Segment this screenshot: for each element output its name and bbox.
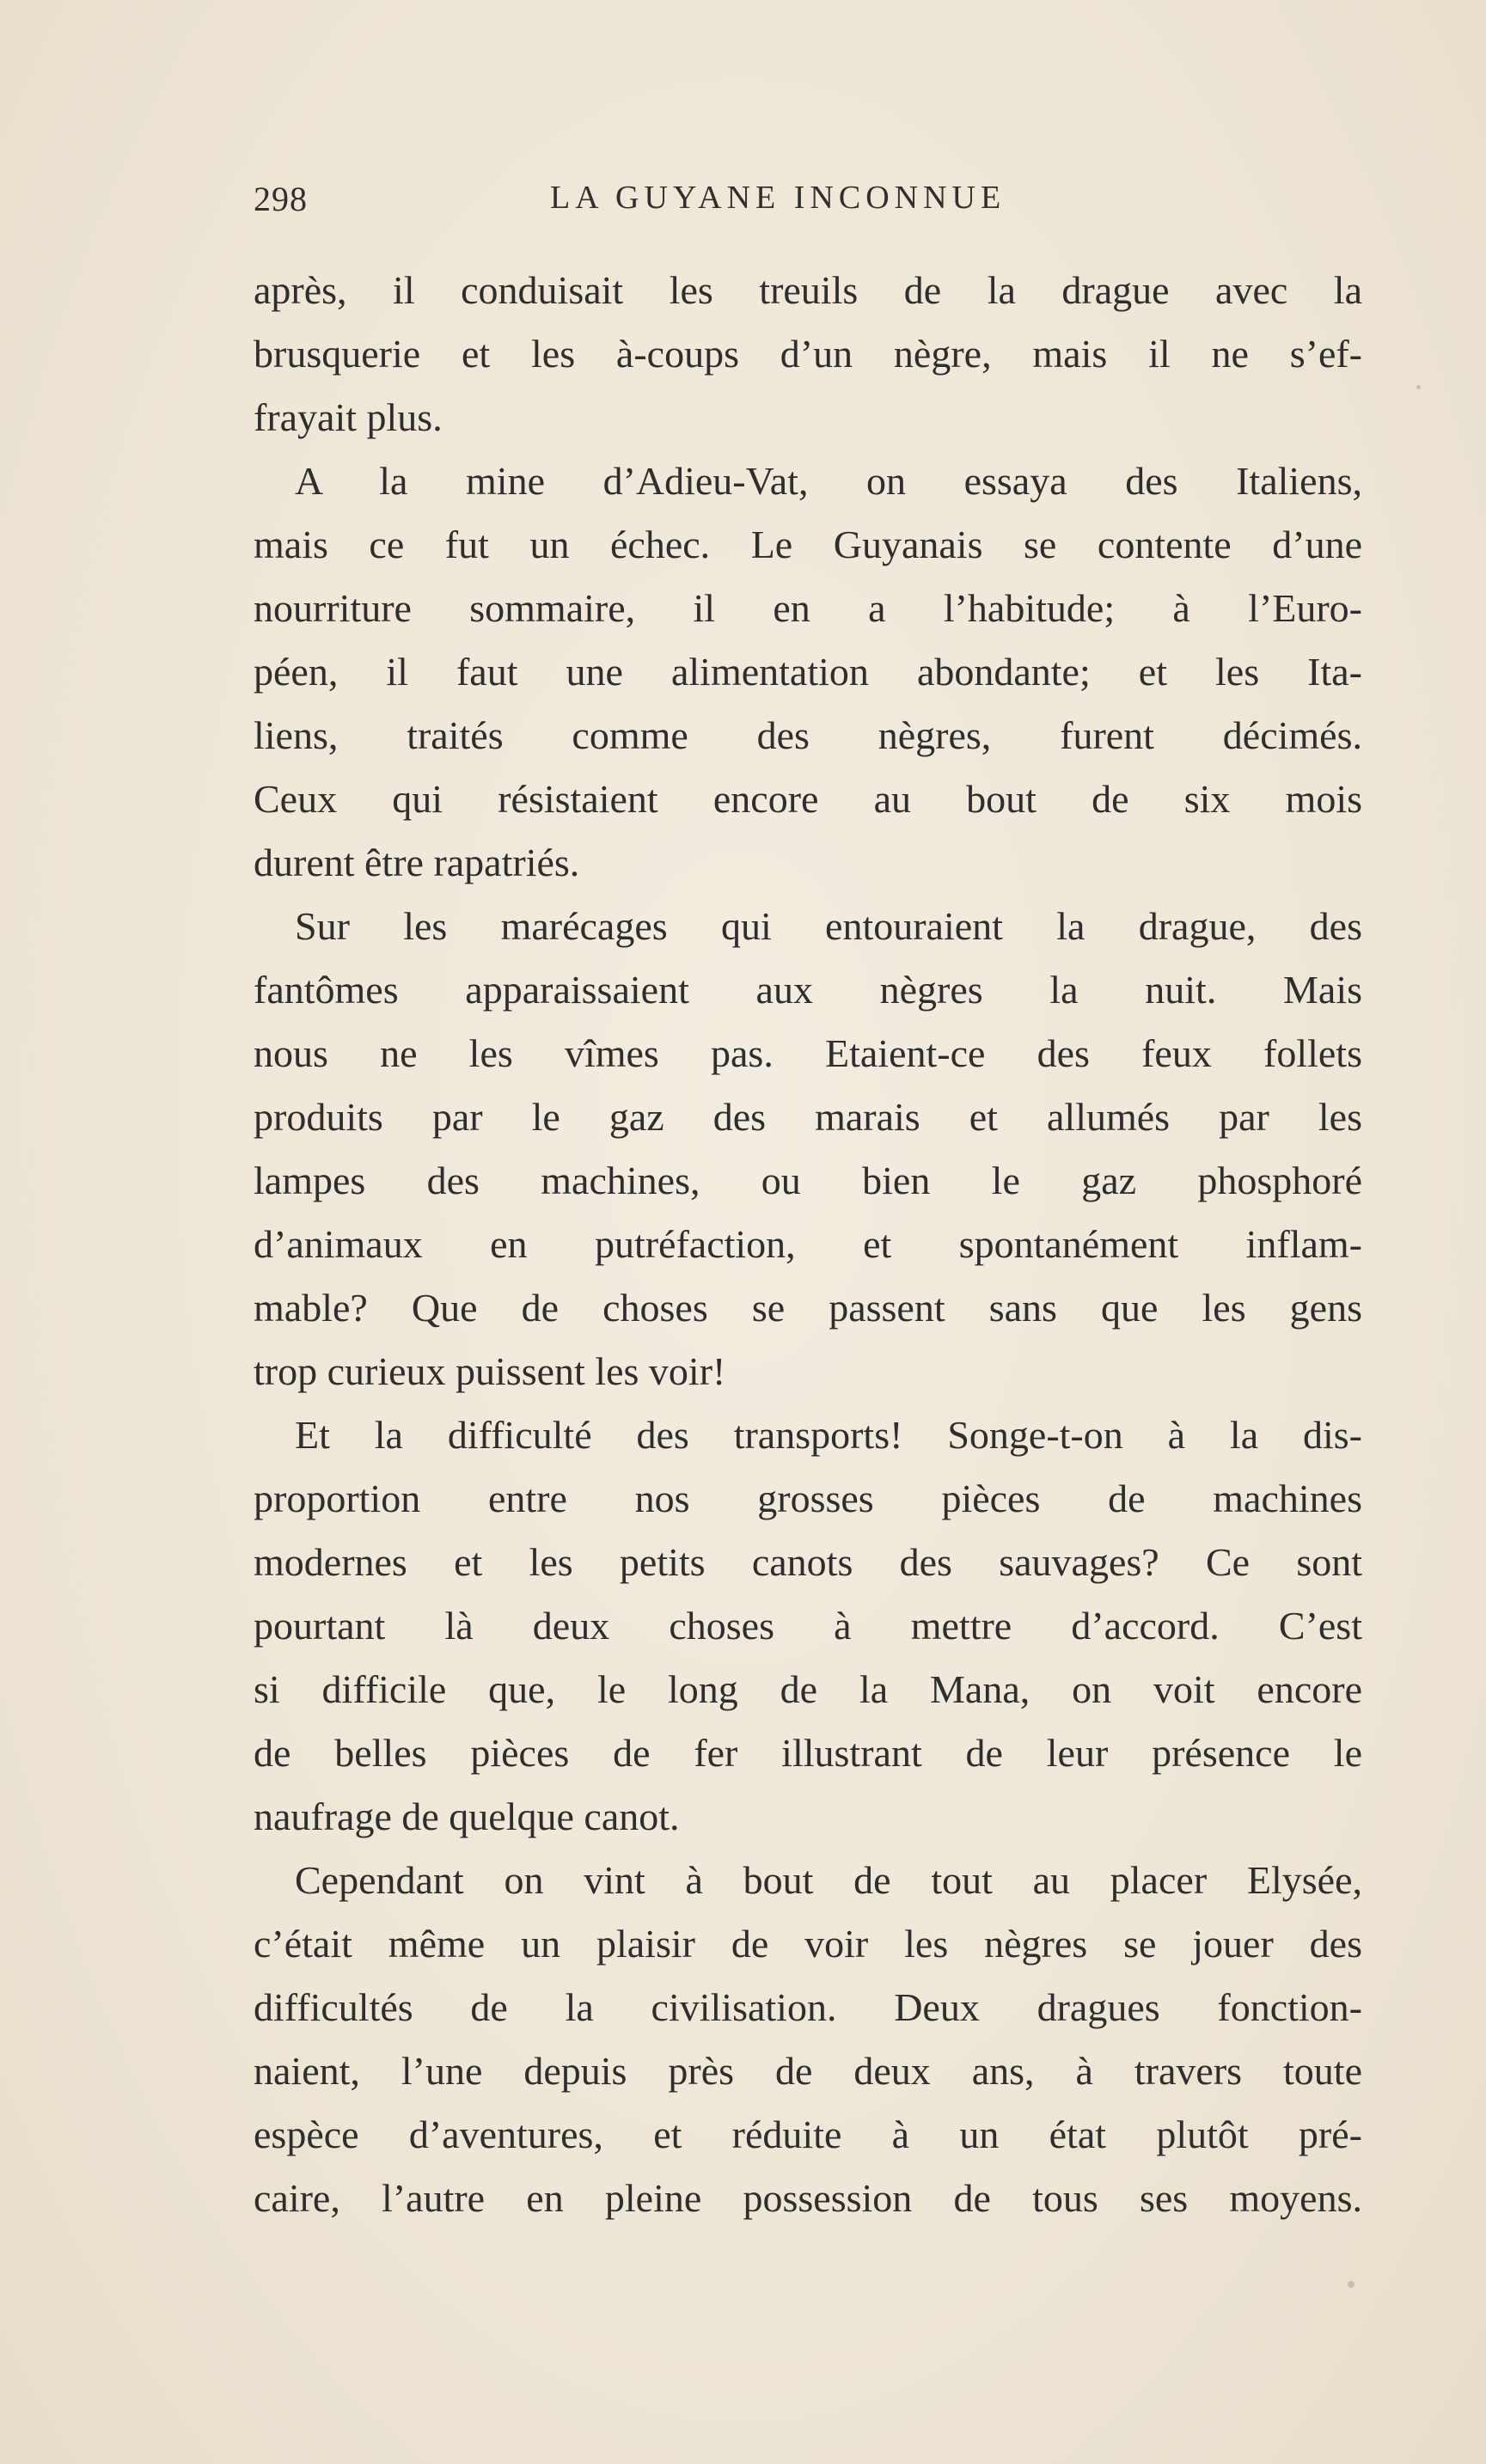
text-line: modernes et les petits canots des sauvages? Ce sont: [254, 1540, 1362, 1584]
text-line: difficultés de la civilisation. Deux dragues fonction-: [254, 1985, 1362, 2029]
text-line: naufrage de quelque canot.: [254, 1795, 680, 1838]
text-line: frayait plus.: [254, 395, 443, 439]
page-header: [254, 179, 1332, 230]
text-line: fantômes apparaissaient aux nègres la nuit. Mais: [254, 968, 1362, 1012]
text-line: mais ce fut un échec. Le Guyanais se contente d’une: [254, 523, 1362, 566]
text-line: Et la difficulté des transports! Songe-t-on à la dis-: [295, 1413, 1362, 1457]
text-line: proportion entre nos grosses pièces de machines: [254, 1477, 1362, 1520]
text-line: nourriture sommaire, il en a l’habitude; à l’Euro-: [254, 586, 1362, 630]
text-line: brusquerie et les à-coups d’un nègre, mais il ne s’ef-: [254, 332, 1362, 376]
paper-speck: [1416, 385, 1421, 389]
text-line: A la mine d’Adieu-Vat, on essaya des Italiens,: [295, 459, 1362, 503]
text-line: c’était même un plaisir de voir les nègres se jouer des: [254, 1922, 1362, 1966]
text-line: après, il conduisait les treuils de la drague avec la: [254, 268, 1362, 312]
text-line: caire, l’autre en pleine possession de tous ses moyens.: [254, 2176, 1362, 2220]
text-line: Sur les marécages qui entouraient la drague, des: [295, 904, 1362, 948]
text-line: naient, l’une depuis près de deux ans, à travers toute: [254, 2049, 1362, 2093]
text-line: trop curieux puissent les voir!: [254, 1349, 726, 1393]
text-line: péen, il faut une alimentation abondante; et les Ita-: [254, 650, 1362, 694]
text-line: pourtant là deux choses à mettre d’accord. C’est: [254, 1604, 1362, 1648]
page-number: 298: [254, 180, 308, 218]
text-line: nous ne les vîmes pas. Etaient-ce des feux follets: [254, 1031, 1362, 1075]
text-line: durent être rapatriés.: [254, 841, 580, 884]
text-line: si difficile que, le long de la Mana, on voit encore: [254, 1667, 1362, 1711]
text-line: espèce d’aventures, et réduite à un état plutôt pré-: [254, 2112, 1362, 2156]
text-line: Cependant on vint à bout de tout au placer Elysée,: [295, 1858, 1362, 1902]
text-line: produits par le gaz des marais et allumés par les: [254, 1095, 1362, 1139]
text-line: de belles pièces de fer illustrant de leur présence le: [254, 1731, 1362, 1775]
text-line: d’animaux en putréfaction, et spontanément inflam-: [254, 1222, 1362, 1266]
text-line: liens, traités comme des nègres, furent décimés.: [254, 713, 1362, 757]
running-title: LA GUYANE INCONNUE: [550, 180, 1006, 216]
text-line: mable? Que de choses se passent sans que les gens: [254, 1286, 1362, 1330]
text-line: Ceux qui résistaient encore au bout de six mois: [254, 777, 1362, 821]
paper-speck: [1348, 2281, 1355, 2288]
text-line: lampes des machines, ou bien le gaz phosphoré: [254, 1159, 1362, 1202]
